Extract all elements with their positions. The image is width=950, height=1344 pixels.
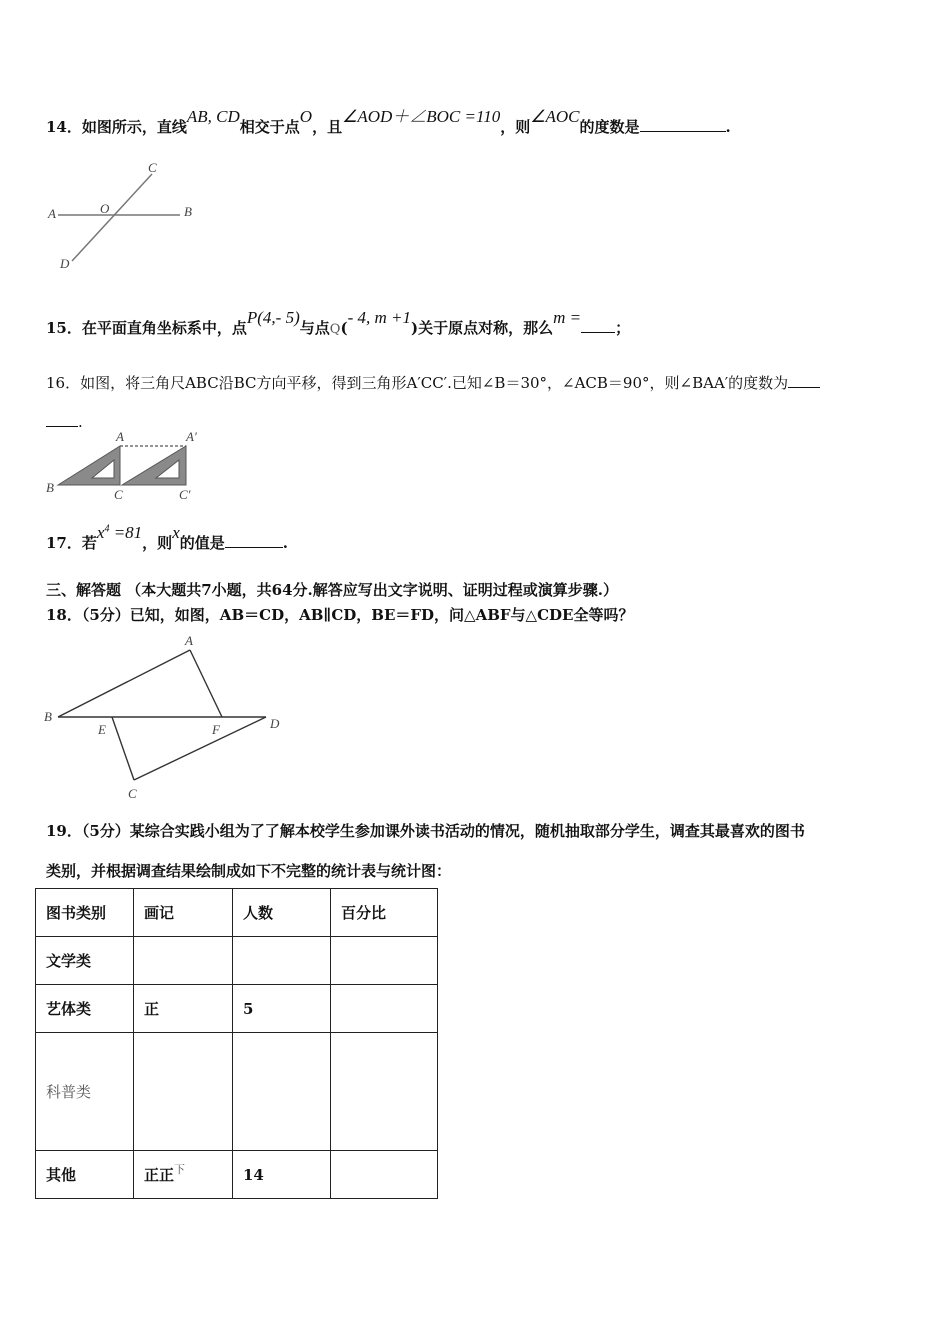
book-category-table <box>35 888 438 1199</box>
label-b: B <box>184 204 192 219</box>
question-19-line-1: 19．（5分）某综合实践小组为了了解本校学生参加课外读书活动的情况，随机抽取部分学生，调查其最喜欢的图书 <box>46 822 805 840</box>
q14-text-5: 的度数是 <box>579 118 640 136</box>
cell-category: 艺体类 <box>36 985 134 1033</box>
q14-math-aoc: ∠AOC <box>530 107 580 126</box>
table-row <box>36 937 438 985</box>
segment-ec <box>112 717 134 780</box>
label-a: A <box>116 429 124 444</box>
cell-count <box>233 937 331 985</box>
cell-percent <box>331 1151 438 1199</box>
q17-number: 17． <box>46 534 82 552</box>
table-row <box>36 1151 438 1199</box>
q14-figure <box>40 158 210 278</box>
q15-math-q: - 4, m +1 <box>347 308 411 327</box>
label-c-prime: C′ <box>179 487 191 502</box>
label-e: E <box>98 722 106 737</box>
q14-answer-blank <box>640 117 726 132</box>
q18-figure <box>40 632 290 802</box>
q15-math-p: P(4,- 5) <box>246 308 300 327</box>
q16-figure <box>40 428 210 503</box>
q15-math-m: m = <box>553 308 582 327</box>
label-a-prime: A′ <box>186 429 197 444</box>
cell-category: 科普类 <box>36 1033 134 1151</box>
line-cd <box>72 174 152 261</box>
q16-answer-blank-a <box>788 373 820 388</box>
q17-math-x: x <box>172 523 180 542</box>
q15-q-label: Q <box>329 322 341 337</box>
q14-math-o: O <box>299 107 313 126</box>
cell-percent <box>331 985 438 1033</box>
label-b: B <box>44 709 52 724</box>
q17-text-1: 若 <box>81 534 97 552</box>
label-a: A <box>185 633 193 648</box>
q14-text-3: ，且 <box>312 118 343 136</box>
q17-text-2: ，则 <box>142 534 173 552</box>
question-17 <box>46 523 288 553</box>
segment-cd <box>134 717 266 780</box>
q14-text-2: 相交于点 <box>239 118 300 136</box>
cell-tally-cell <box>134 1151 233 1199</box>
cell-tally <box>134 1033 233 1151</box>
table-header-row <box>36 889 438 937</box>
cell-percent <box>331 1033 438 1151</box>
label-d: D <box>60 256 70 271</box>
label-c: C <box>128 786 137 801</box>
cell-percent <box>331 937 438 985</box>
label-d: D <box>270 716 280 731</box>
cell-tally <box>134 937 233 985</box>
q16-answer-blank-b <box>46 412 78 427</box>
label-b: B <box>46 480 54 495</box>
question-18: 18．（5分）已知，如图，AB＝CD，AB∥CD，BE＝FD，问△ABF与△CDE全等吗？ <box>46 606 634 624</box>
q15-text-1: 在平面直角坐标系中，点 <box>81 319 247 337</box>
question-15 <box>46 308 631 338</box>
label-a: A <box>48 206 56 221</box>
q16-number: 16． <box>46 374 81 392</box>
q14-text-4: ，则 <box>500 118 531 136</box>
q17-math-x4: $x^4 =81$ <box>96 523 143 542</box>
question-14 <box>46 107 731 137</box>
q14-number: 14． <box>46 118 82 136</box>
cell-category: 其他 <box>36 1151 134 1199</box>
q14-math-ab-cd: AB, CD <box>186 107 240 126</box>
header-category: 图书类别 <box>36 889 134 937</box>
cell-category: 文学类 <box>36 937 134 985</box>
q15-number: 15． <box>46 319 82 337</box>
q15-answer-blank <box>581 318 615 333</box>
label-f: F <box>212 722 220 737</box>
label-o: O <box>100 201 110 216</box>
label-c: C <box>148 160 157 175</box>
q14-text-1: 如图所示，直线 <box>81 118 187 136</box>
tally-partial: 下 <box>174 1163 186 1176</box>
q14-text-6: . <box>725 118 731 136</box>
q17-answer-blank <box>225 533 283 548</box>
q15-text-3: )关于原点对称，那么 <box>410 319 554 337</box>
q15-text-4: ； <box>615 319 631 337</box>
cell-count: 14 <box>233 1151 331 1199</box>
question-19-line-2: 类别，并根据调查结果绘制成如下不完整的统计表与统计图： <box>46 862 452 880</box>
header-count: 人数 <box>233 889 331 937</box>
q17-text-4: . <box>282 534 288 552</box>
q17-text-3: 的值是 <box>179 534 225 552</box>
segment-af <box>190 650 222 717</box>
header-tally: 画记 <box>134 889 233 937</box>
q16-end: . <box>78 413 83 431</box>
q14-math-angle-sum: ∠AOD＋∠BOC =110 <box>342 107 501 126</box>
q15-text-2: 与点 <box>299 319 330 337</box>
header-percent: 百分比 <box>331 889 438 937</box>
cell-tally: 正 <box>134 985 233 1033</box>
cell-count: 5 <box>233 985 331 1033</box>
segment-ba <box>58 650 190 717</box>
cell-tally: 正正 <box>144 1166 175 1184</box>
q16-text: 如图，将三角尺ABC沿BC方向平移，得到三角形A′CC′.已知∠B＝30°，∠ACB＝90°，则∠BAA′的度数为 <box>80 374 789 392</box>
label-c: C <box>114 487 123 502</box>
cell-count <box>233 1033 331 1151</box>
table-row <box>36 1033 438 1151</box>
section-3-heading: 三、解答题 （本大题共7小题，共64分.解答应写出文字说明、证明过程或演算步骤.） <box>46 581 618 599</box>
q15-paren-open: ( <box>340 319 348 337</box>
table-row <box>36 985 438 1033</box>
